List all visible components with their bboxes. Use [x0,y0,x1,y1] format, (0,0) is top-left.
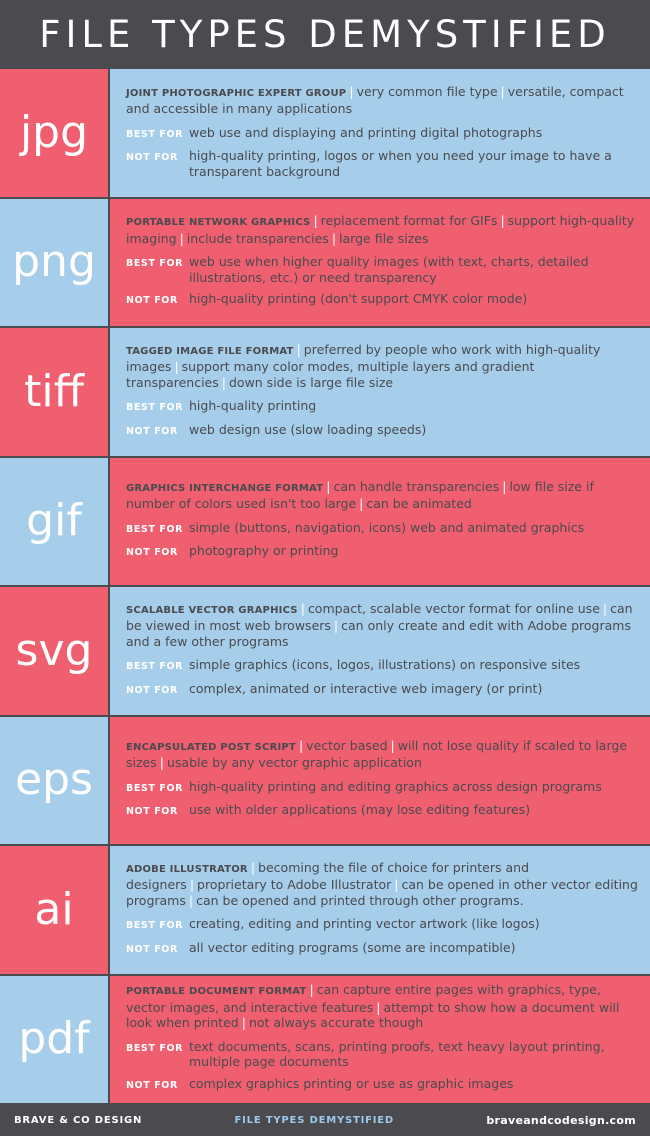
best-for-line [126,916,640,934]
separator: | [300,600,305,616]
best-for-line [126,779,640,797]
description-fact: preferred by people who work with high-quality images [126,341,601,374]
file-type-details [108,69,650,197]
not-for-tag: NOT FOR [126,547,178,559]
best-for-tag: BEST FOR [126,1042,184,1054]
format-full-name: SCALABLE VECTOR GRAPHICS [126,604,298,616]
footer-brand: BRAVE & CO DESIGN [14,1115,143,1126]
file-type-description [126,860,640,909]
format-full-name: JOINT PHOTOGRAPHIC EXPERT GROUP [126,87,347,99]
separator: | [331,230,337,246]
footer-title: FILE TYPES DEMYSTIFIED [234,1115,395,1126]
description-fact: can be viewed in most web browsers [126,600,633,633]
not-for-line [126,1076,640,1094]
file-extension-label: png [0,199,108,327]
file-type-row-svg [0,587,650,717]
file-type-row-gif [0,458,650,588]
file-type-row-pdf [0,976,650,1106]
best-for-tag: BEST FOR [126,258,184,269]
file-type-details [108,587,650,715]
description-fact: not always accurate though [248,1015,424,1031]
description-fact: usable by any vector graphic application [166,755,422,771]
best-for-tag: BEST FOR [126,523,184,535]
file-type-row-png [0,199,650,329]
description-fact: attempt to show how a document will look when printed [126,999,620,1031]
format-full-name: TAGGED IMAGE FILE FORMAT [126,345,294,357]
description-fact: replacement format for GIFs [320,213,498,228]
description-fact: will not lose quality if scaled to large sizes [126,737,628,771]
format-full-name: PORTABLE DOCUMENT FORMAT [126,986,307,998]
description-fact: support high-quality imaging [126,213,635,246]
not-for-line [126,148,640,179]
description-fact: versatile, compact and accessible in many applications [126,83,624,116]
file-extension-label: eps [0,717,108,845]
separator: | [376,999,381,1015]
page-title: FILE TYPES DEMYSTIFIED [39,13,611,56]
file-type-row-ai [0,846,650,976]
file-extension-label: ai [0,846,108,974]
best-for-line [126,254,640,285]
separator: | [221,374,226,390]
file-type-row-eps [0,717,650,847]
best-for-tag: BEST FOR [126,782,184,794]
not-for-tag: NOT FOR [126,425,178,437]
separator: | [174,359,179,374]
best-for-line [126,1039,640,1070]
file-type-details [108,199,650,327]
not-for-text: high-quality printing (don't support CMYK color mode) [189,291,528,306]
not-for-tag: NOT FOR [126,943,178,955]
file-extension-label: pdf [0,976,108,1104]
not-for-line [126,802,640,820]
best-for-tag: BEST FOR [126,128,184,140]
file-type-description [126,738,640,771]
best-for-text: simple (buttons, navigation, icons) web and animated graphics [189,519,585,535]
description-fact: support many color modes, multiple layers and gradient transparencies [126,359,535,390]
separator: | [326,478,331,494]
file-type-row-tiff [0,328,650,458]
description-fact: proprietary to Adobe Illustrator [197,877,392,892]
separator: | [188,892,194,908]
file-type-list [0,69,650,1105]
header [0,0,650,69]
file-type-row-jpg [0,69,650,199]
separator: | [159,755,164,771]
not-for-line [126,291,640,309]
file-type-description [126,213,640,246]
not-for-text: use with older applications (may lose editing features) [189,802,531,818]
separator: | [250,859,256,875]
best-for-text: high-quality printing and editing graphics across design programs [189,778,602,794]
best-for-line [126,520,640,538]
best-for-tag: BEST FOR [126,661,184,672]
file-extension-label: gif [0,458,108,586]
best-for-text: web use and displaying and printing digital photographs [189,124,543,140]
separator: | [298,737,304,753]
best-for-text: web use when higher quality images (with text, charts, detailed illustrations, etc.) or need transparency [189,254,589,285]
not-for-line [126,422,640,440]
description-fact: large file sizes [339,230,429,246]
not-for-text: complex, animated or interactive web imagery (or print) [189,680,543,696]
file-type-description [126,982,640,1031]
best-for-tag: BEST FOR [126,402,184,413]
not-for-text: complex graphics printing or use as graphic images [189,1075,514,1091]
best-for-text: creating, editing and printing vector artwork (like logos) [189,916,540,931]
file-type-description [126,342,640,391]
best-for-text: text documents, scans, printing proofs, text heavy layout printing, multiple page documents [189,1038,605,1070]
not-for-line [126,681,640,699]
separator: | [296,341,301,357]
file-type-details [108,328,650,456]
best-for-text: simple graphics (icons, logos, illustrations) on responsive sites [189,657,581,672]
file-type-description [126,601,640,650]
footer-website-link[interactable]: braveandcodesign.com [486,1114,636,1127]
separator: | [502,478,507,494]
description-fact: can capture entire pages with graphics, type, vector images, and interactive features [126,982,601,1015]
not-for-line [126,940,640,958]
description-fact: down side is large file size [228,374,394,390]
footer [0,1105,650,1136]
best-for-text: high-quality printing [189,398,317,413]
file-type-details [108,458,650,586]
not-for-text: photography or printing [189,543,339,559]
separator: | [359,496,364,512]
separator: | [394,877,399,892]
description-fact: very common file type [356,83,498,99]
not-for-tag: NOT FOR [126,152,178,163]
not-for-text: high-quality printing, logos or when you need your image to have a transparent background [189,148,612,179]
separator: | [333,618,339,633]
best-for-tag: BEST FOR [126,920,184,931]
separator: | [309,982,314,998]
not-for-tag: NOT FOR [126,684,178,696]
description-fact: can be opened in other vector editing programs [126,877,638,908]
separator: | [241,1015,246,1031]
description-fact: include transparencies [186,230,329,246]
description-fact: can be animated [366,496,472,512]
separator: | [349,83,354,99]
best-for-line [126,657,640,675]
separator: | [500,83,505,99]
not-for-tag: NOT FOR [126,295,178,306]
file-extension-label: tiff [0,328,108,456]
format-full-name: GRAPHICS INTERCHANGE FORMAT [126,482,324,494]
description-fact: low file size if number of colors used isn't too large [126,478,594,512]
separator: | [189,877,195,892]
not-for-text: all vector editing programs (some are incompatible) [189,939,516,955]
description-fact: can be opened and printed through other programs. [196,892,524,908]
format-full-name: ENCAPSULATED POST SCRIPT [126,741,296,753]
description-fact: becoming the file of choice for printers and designers [126,859,530,892]
file-type-description [126,84,640,117]
file-type-details [108,846,650,974]
separator: | [602,600,608,616]
file-extension-label: svg [0,587,108,715]
description-fact: vector based [306,737,388,753]
file-type-details [108,976,650,1104]
separator: | [179,230,184,246]
format-full-name: ADOBE ILLUSTRATOR [126,863,248,875]
not-for-line [126,543,640,561]
separator: | [500,213,505,228]
description-fact: can handle transparencies [333,478,500,494]
not-for-text: web design use (slow loading speeds) [189,421,427,437]
not-for-tag: NOT FOR [126,806,178,818]
file-type-description [126,479,640,512]
best-for-line [126,125,640,143]
not-for-tag: NOT FOR [126,1079,178,1091]
file-extension-label: jpg [0,69,108,197]
format-full-name: PORTABLE NETWORK GRAPHICS [126,217,311,228]
description-fact: compact, scalable vector format for online use [307,600,600,616]
description-fact: can only create and edit with Adobe programs and a few other programs [126,618,631,649]
separator: | [390,737,395,753]
separator: | [313,213,318,228]
file-type-details [108,717,650,845]
best-for-line [126,398,640,416]
